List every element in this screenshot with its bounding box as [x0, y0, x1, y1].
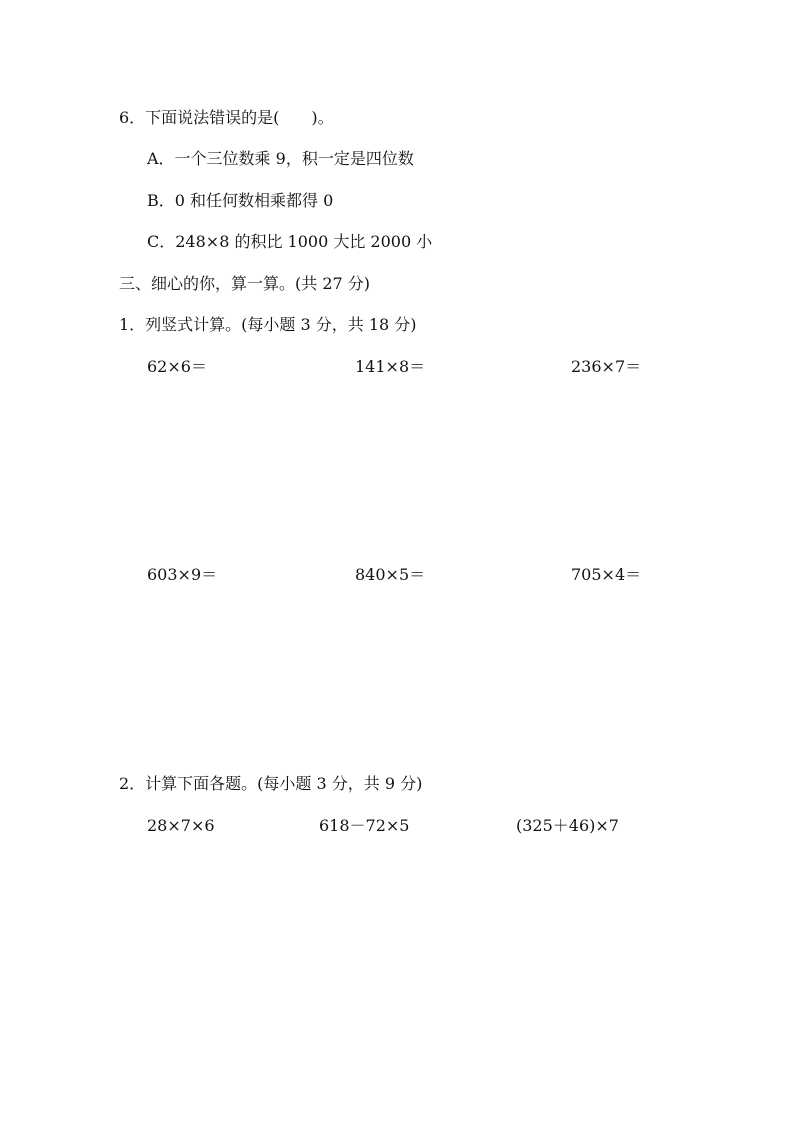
compute-item-1: 28×7×6 — [147, 816, 215, 835]
calc-item-3: 236×7＝ — [571, 357, 642, 376]
question-6-text: 6．下面说法错误的是( )。 — [119, 108, 334, 127]
question-6-option-a: A．一个三位数乘 9，积一定是四位数 — [147, 149, 414, 168]
compute-item-3: (325＋46)×7 — [516, 816, 619, 835]
part-1-title: 1．列竖式计算。(每小题 3 分，共 18 分) — [119, 315, 417, 334]
question-6-option-b: B．0 和任何数相乘都得 0 — [147, 191, 334, 210]
section-3-heading: 三、细心的你，算一算。(共 27 分) — [119, 274, 371, 293]
calc-item-2: 141×8＝ — [355, 357, 426, 376]
calc-item-5: 840×5＝ — [355, 565, 426, 584]
calc-item-1: 62×6＝ — [147, 357, 207, 376]
compute-item-2: 618－72×5 — [319, 816, 410, 835]
calc-item-4: 603×9＝ — [147, 565, 218, 584]
calc-item-6: 705×4＝ — [571, 565, 642, 584]
part-2-title: 2．计算下面各题。(每小题 3 分，共 9 分) — [119, 774, 423, 793]
question-6-option-c: C．248×8 的积比 1000 大比 2000 小 — [147, 232, 433, 251]
